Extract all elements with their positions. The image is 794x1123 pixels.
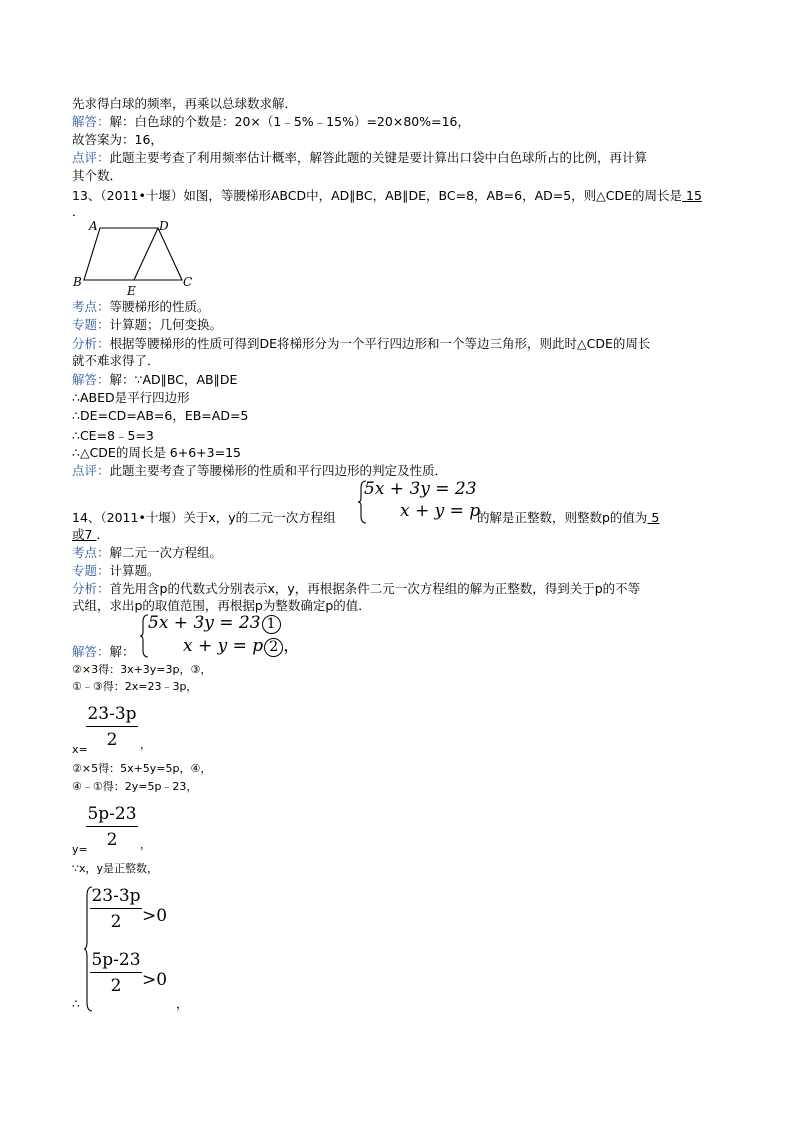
text-line: ④﹣①得：2y=5p﹣23， xyxy=(72,780,198,793)
jieda-line: 解答：解： xyxy=(72,644,135,659)
equation-2: x + y = p xyxy=(400,501,481,521)
fraction-x: 23-3p 2 xyxy=(87,704,137,750)
x-label: x= xyxy=(72,743,88,756)
trapezoid-figure xyxy=(72,218,202,298)
question-13-end: ． xyxy=(72,204,85,219)
text-line: ②×5得：5x+5y=5p，④， xyxy=(72,762,212,775)
text-line: 其个数． xyxy=(72,168,123,183)
circled-number: 2 xyxy=(264,638,283,657)
fraction-ineq-1: 23-3p 2 xyxy=(91,886,141,932)
text-line: ∴△CDE的周长是 6+6+3=15 xyxy=(72,445,241,460)
y-label: y= xyxy=(72,843,88,856)
kaodian-line: 考点：解二元一次方程组。 xyxy=(72,545,223,560)
comma: ， xyxy=(140,838,151,851)
text-line: ②×3得：3x+3y=3p，③， xyxy=(72,663,212,676)
text-line: 就不难求得了． xyxy=(72,353,160,368)
text-line: 式组，求出p的取值范围，再根据p为整数确定p的值． xyxy=(72,598,371,613)
fenxi-line: 分析：首先用含p的代数式分别表示x，y，再根据条件二元一次方程组的解为正整数，得到关于p的不等 xyxy=(72,581,641,596)
fraction-ineq-2: 5p-23 2 xyxy=(91,950,141,996)
question-14-mid: 的解是正整数，则整数p的值为 5 xyxy=(477,510,660,525)
inequality-gt: >0 xyxy=(142,970,168,990)
text-line: 先求得白球的频率，再乘以总球数求解． xyxy=(72,96,298,111)
text-line: 故答案为：16， xyxy=(72,132,163,147)
answer-line: 解答：解：白色球的个数是：20×（1﹣5%﹣15%）=20×80%=16， xyxy=(72,114,470,129)
comment-line: 点评：此题主要考查了利用频率估计概率，解答此题的关键是要计算出口袋中白色球所占的比例，再计算 xyxy=(72,150,648,165)
therefore-symbol: ∴ xyxy=(72,996,80,1011)
text-line: ∴CE=8﹣5=3 xyxy=(72,428,154,443)
vertex-label-a: A xyxy=(89,219,98,233)
kaodian-line: 考点：等腰梯形的性质。 xyxy=(72,299,210,314)
comma: ， xyxy=(140,738,151,751)
vertex-label-c: C xyxy=(183,275,193,289)
fraction-y: 5p-23 2 xyxy=(87,804,137,850)
comma: ， xyxy=(176,996,189,1011)
inequality-gt: >0 xyxy=(142,906,168,926)
vertex-label-b: B xyxy=(73,275,82,289)
circled-number: 1 xyxy=(262,615,281,634)
vertex-label-d: D xyxy=(159,219,169,233)
equation-1: 5x + 3y = 23 1 xyxy=(148,612,281,634)
text-line: ∴ABED是平行四边形 xyxy=(72,390,190,405)
question-13: 13、（2011•十堰）如图，等腰梯形ABCD中，AD∥BC，AB∥DE，BC=8，AB=6，AD=5，则△CDE的周长是 15 xyxy=(72,188,702,203)
vertex-label-e: E xyxy=(127,284,136,298)
dianping-line: 点评：此题主要考查了等腰梯形的性质和平行四边形的判定及性质． xyxy=(72,463,448,478)
text-line: ∵x，y是正整数， xyxy=(72,862,159,875)
text-line: ①﹣③得：2x=23﹣3p， xyxy=(72,680,198,693)
zhuanti-line: 专题：计算题。 xyxy=(72,563,160,578)
question-14-end: 或7 ． xyxy=(72,527,109,542)
fenxi-line: 分析：根据等腰梯形的性质可得到DE将梯形分为一个平行四边形和一个等边三角形，则此时△CDE的周长 xyxy=(72,336,651,351)
text-line: ∴DE=CD=AB=6，EB=AD=5 xyxy=(72,408,249,423)
equation-2: x + y = p 2 ， xyxy=(183,636,301,656)
question-14: 14、（2011•十堰）关于x，y的二元一次方程组 xyxy=(72,510,336,525)
equation-1: 5x + 3y = 23 xyxy=(364,479,477,499)
jieda-line: 解答：解：∵AD∥BC，AB∥DE xyxy=(72,372,238,387)
zhuanti-line: 专题：计算题；几何变换。 xyxy=(72,317,223,332)
